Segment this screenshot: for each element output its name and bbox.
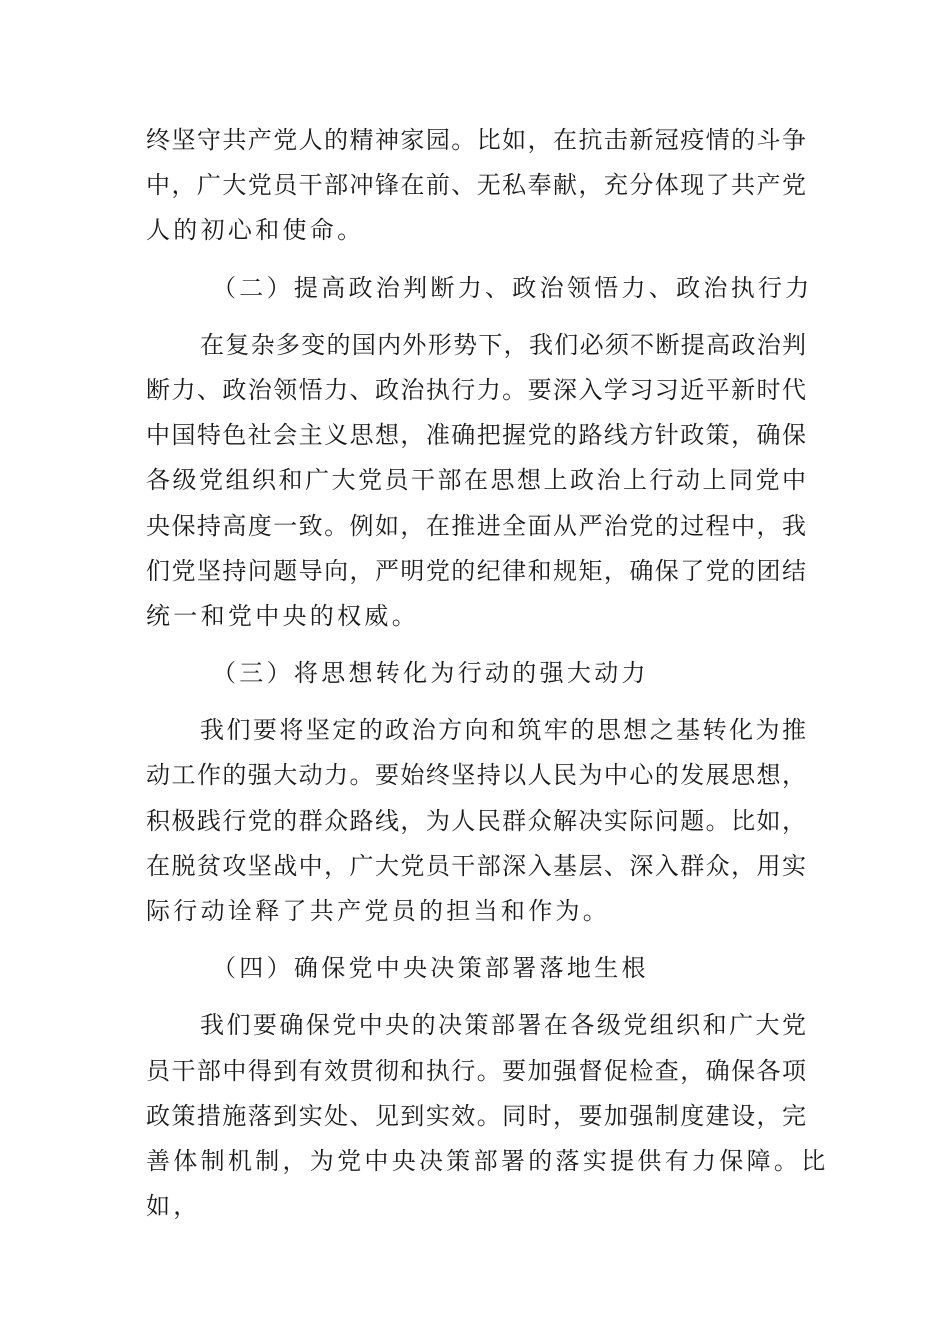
text-line: 员干部中得到有效贯彻和执行。要加强督促检查，确保各项 [146, 1056, 806, 1085]
text-line: 央保持高度一致。例如，在推进全面从严治党的过程中，我 [146, 511, 806, 540]
text-line: 际行动诠释了共产党员的担当和作为。 [146, 897, 611, 925]
text-line: 积极践行党的群众路线，为人民群众解决实际问题。比如， [146, 806, 806, 835]
text-line: 人的初心和使命。 [146, 216, 365, 245]
section-heading-4: （四）确保党中央决策部署落地生根 [212, 954, 649, 983]
document-body [146, 118, 829, 1229]
text-line: 善体制机制，为党中央决策部署的落实提供有力保障。比 [146, 1146, 829, 1175]
text-line: 我们要确保党中央的决策部署在各级党组织和广大党 [200, 1011, 806, 1040]
paragraph-section-4 [146, 1003, 829, 1229]
text-line: 断力、政治领悟力、政治执行力。要深入学习习近平新时代 [146, 375, 806, 404]
text-line: 终坚守共产党人的精神家园。比如，在抗击新冠疫情的斗争 [146, 126, 806, 154]
text-line: 中国特色社会主义思想，准确把握党的路线方针政策，确保 [146, 421, 806, 450]
paragraph-section-3 [146, 708, 806, 934]
section-heading-2: （二）提高政治判断力、政治领悟力、政治执行力 [212, 273, 813, 302]
text-line: 我们要将坚定的政治方向和筑牢的思想之基转化为推 [200, 716, 806, 745]
text-line: 们党坚持问题导向，严明党的纪律和规矩，确保了党的团结 [146, 556, 806, 585]
text-line: 在脱贫攻坚战中，广大党员干部深入基层、深入群众，用实 [146, 851, 806, 880]
paragraph-continued [146, 118, 806, 254]
section-heading-3: （三）将思想转化为行动的强大动力 [212, 659, 649, 688]
text-line: 在复杂多变的国内外形势下，我们必须不断提高政治判 [200, 330, 806, 359]
paragraph-section-2 [146, 323, 806, 639]
text-line: 政策措施落到实处、见到实效。同时，要加强制度建设，完 [146, 1101, 806, 1130]
text-line: 各级党组织和广大党员干部在思想上政治上行动上同党中 [146, 466, 806, 495]
text-line: 如， [146, 1192, 201, 1221]
text-line: 统一和党中央的权威。 [146, 601, 419, 630]
text-line: 中，广大党员干部冲锋在前、无私奉献，充分体现了共产党 [146, 171, 806, 200]
text-line: 动工作的强大动力。要始终坚持以人民为中心的发展思想， [146, 761, 806, 790]
